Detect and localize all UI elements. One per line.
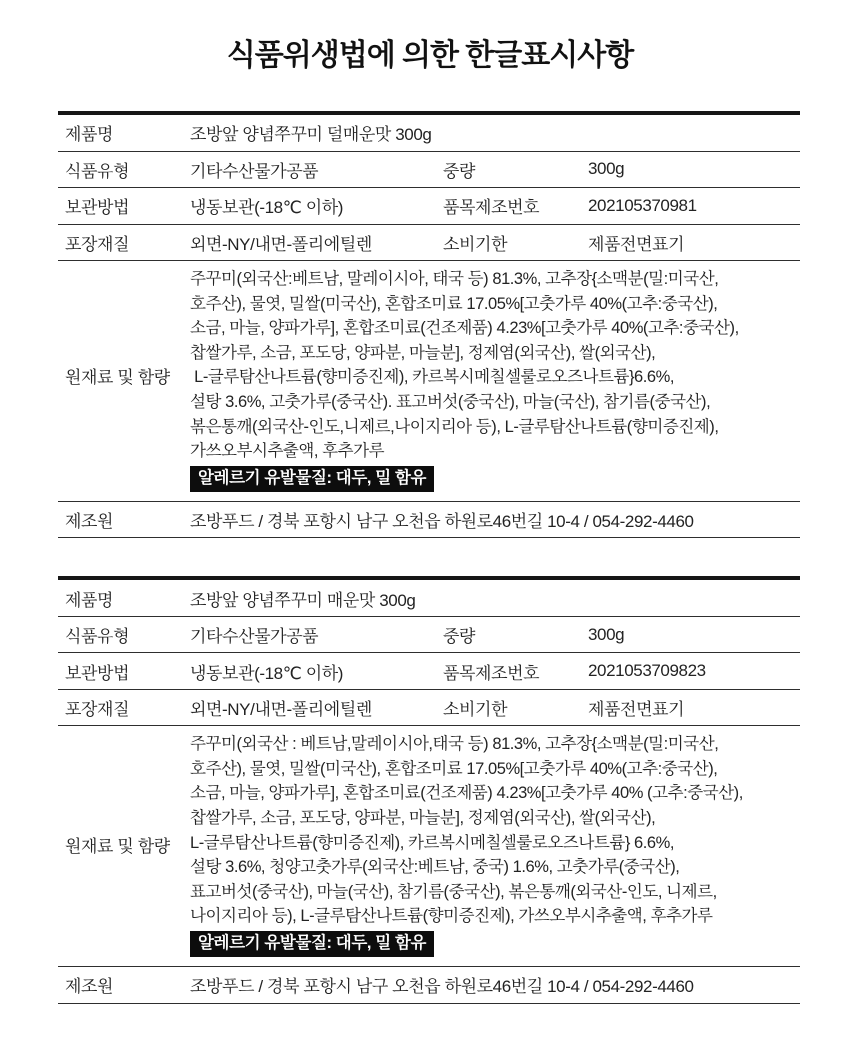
value-manufacturer: 조방푸드 / 경북 포항시 남구 오천읍 하원로46번길 10-4 / 054-292-4460 bbox=[190, 512, 694, 531]
value-weight: 300g bbox=[588, 159, 625, 179]
ingredient-line: 설탕 3.6%, 청양고춧가루(외국산:베트남, 중국) 1.6%, 고춧가루(중국산), bbox=[190, 858, 680, 877]
ingredients-text bbox=[190, 267, 800, 492]
row-packaging-expiry bbox=[58, 690, 800, 727]
value-packaging: 외면-NY/내면-폴리에틸렌 bbox=[190, 700, 372, 719]
row-storage-mfgno bbox=[58, 188, 800, 225]
row-packaging-expiry bbox=[58, 225, 800, 262]
row-ingredients bbox=[58, 726, 800, 967]
row-product-name bbox=[58, 115, 800, 152]
ingredient-line: 소금, 마늘, 양파가루], 혼합조미료(건조제품) 4.23%[고춧가루 40% (고추:중국산), bbox=[190, 784, 743, 803]
value-storage: 냉동보관(-18℃ 이하) bbox=[190, 663, 344, 683]
ingredient-line: 호주산), 물엿, 밀쌀(미국산), 혼합조미료 17.05%[고춧가루 40%(고추:중국산), bbox=[190, 294, 718, 313]
product-table-spicy bbox=[58, 576, 800, 1003]
row-ingredients bbox=[58, 261, 800, 502]
value-product-name: 조방앞 양념쭈꾸미 덜매운맛 300g bbox=[190, 125, 432, 145]
ingredient-line: L-글루탐산나트륨(향미증진제), 카르복시메칠셀룰로오즈나트륨}6.6%, bbox=[190, 368, 674, 387]
ingredient-line: 찹쌀가루, 소금, 포도당, 양파분, 마늘분], 정제염(외국산), 쌀(외국산), bbox=[190, 809, 656, 828]
label-ingredients: 원재료 및 함량 bbox=[65, 837, 170, 857]
row-foodtype-weight bbox=[58, 152, 800, 189]
value-packaging: 외면-NY/내면-폴리에틸렌 bbox=[190, 234, 372, 254]
value-item-mfg-no: 202105370981 bbox=[588, 195, 697, 215]
value-product-name: 조방앞 양념쭈꾸미 매운맛 300g bbox=[190, 590, 416, 610]
label-item-mfg-no: 품목제조번호 bbox=[443, 198, 540, 218]
row-foodtype-weight bbox=[58, 617, 800, 654]
ingredient-line: 호주산), 물엿, 밀쌀(미국산), 혼합조미료 17.05%[고춧가루 40%(고추:중국산), bbox=[190, 759, 718, 778]
label-storage: 보관방법 bbox=[65, 198, 130, 218]
value-food-type: 기타수산물가공품 bbox=[190, 161, 319, 181]
ingredient-line: 주꾸미(외국산 : 베트남,말레이시아,태국 등) 81.3%, 고추장{소맥분(밀:미국산, bbox=[190, 735, 719, 754]
label-weight: 중량 bbox=[443, 627, 476, 646]
ingredient-line: 찹쌀가루, 소금, 포도당, 양파분, 마늘분], 정제염(외국산), 쌀(외국산), bbox=[190, 343, 656, 362]
label-product-name: 제품명 bbox=[65, 125, 114, 145]
value-item-mfg-no: 2021053709823 bbox=[588, 661, 706, 680]
ingredient-line: 표고버섯(중국산), 마늘(국산), 참기름(중국산), 볶은통깨(외국산-인도, 니제르, bbox=[190, 882, 717, 901]
value-food-type: 기타수산물가공품 bbox=[190, 627, 319, 646]
label-product-name: 제품명 bbox=[65, 590, 114, 610]
product-table-mild bbox=[58, 111, 800, 538]
ingredient-line: 볶은통깨(외국산-인도,니제르,나이지리아 등), L-글루탐산나트륨(향미증진제), bbox=[190, 417, 719, 436]
label-manufacturer: 제조원 bbox=[65, 977, 114, 997]
ingredient-line: 주꾸미(외국산:베트남, 말레이시아, 태국 등) 81.3%, 고추장{소맥분(밀:미국산, bbox=[190, 270, 719, 288]
ingredient-line: 설탕 3.6%, 고춧가루(중국산). 표고버섯(중국산), 마늘(국산), 참기름(중국산), bbox=[190, 392, 711, 411]
ingredient-line: 나이지리아 등), L-글루탐산나트륨(향미증진제), 가쓰오부시추출액, 후추가루 bbox=[190, 907, 713, 926]
ingredient-line: 가쓰오부시추출액, 후추가루 bbox=[190, 442, 385, 461]
label-packaging: 포장재질 bbox=[65, 700, 130, 719]
label-expiry: 소비기한 bbox=[443, 700, 508, 719]
row-product-name bbox=[58, 580, 800, 617]
ingredient-line: 소금, 마늘, 양파가루], 혼합조미료(건조제품) 4.23%[고춧가루 40%(고추:중국산), bbox=[190, 319, 739, 338]
label-storage: 보관방법 bbox=[65, 663, 130, 683]
value-storage: 냉동보관(-18℃ 이하) bbox=[190, 198, 344, 218]
label-packaging: 포장재질 bbox=[65, 234, 130, 254]
ingredients-text bbox=[190, 732, 800, 957]
value-manufacturer: 조방푸드 / 경북 포항시 남구 오천읍 하원로46번길 10-4 / 054-292-4460 bbox=[190, 977, 694, 997]
allergy-badge: 알레르기 유발물질: 대두, 밀 함유 bbox=[190, 466, 434, 492]
row-storage-mfgno bbox=[58, 653, 800, 690]
ingredient-line: L-글루탐산나트륨(향미증진제), 카르복시메칠셀룰로오즈나트륨} 6.6%, bbox=[190, 833, 674, 852]
label-food-type: 식품유형 bbox=[65, 627, 130, 646]
label-ingredients: 원재료 및 함량 bbox=[65, 368, 170, 387]
label-item-mfg-no: 품목제조번호 bbox=[443, 663, 540, 683]
label-food-type: 식품유형 bbox=[65, 161, 130, 181]
value-expiry: 제품전면표기 bbox=[588, 700, 685, 719]
row-manufacturer bbox=[58, 967, 800, 1004]
row-manufacturer bbox=[58, 502, 800, 539]
value-expiry: 제품전면표기 bbox=[588, 234, 685, 254]
allergy-badge: 알레르기 유발물질: 대두, 밀 함유 bbox=[190, 931, 434, 957]
label-weight: 중량 bbox=[443, 161, 476, 181]
page-title: 식품위생법에 의한 한글표시사항 bbox=[226, 39, 634, 72]
label-expiry: 소비기한 bbox=[443, 234, 508, 254]
value-weight: 300g bbox=[588, 624, 625, 644]
label-manufacturer: 제조원 bbox=[65, 512, 114, 531]
